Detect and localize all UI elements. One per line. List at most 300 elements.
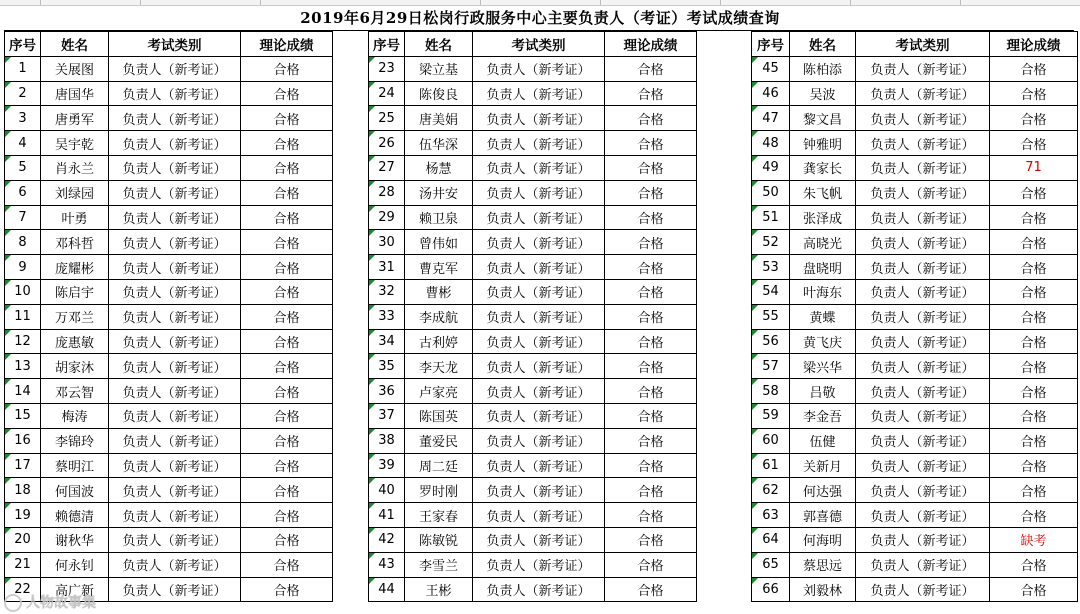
cell-name[interactable]: 唐美娟 bbox=[405, 106, 473, 131]
cell-score[interactable]: 合格 bbox=[605, 304, 697, 329]
cell-seq[interactable] bbox=[369, 453, 405, 478]
cell-name[interactable]: 陈柏添 bbox=[790, 56, 856, 81]
cell-category[interactable]: 负责人（新考证） bbox=[109, 304, 241, 329]
cell-score[interactable]: 合格 bbox=[241, 304, 333, 329]
cell-seq[interactable] bbox=[369, 478, 405, 503]
cell-category[interactable]: 负责人（新考证） bbox=[473, 304, 605, 329]
cell-seq[interactable] bbox=[752, 478, 790, 503]
cell-score[interactable]: 合格 bbox=[241, 527, 333, 552]
cell-seq[interactable] bbox=[5, 552, 41, 577]
cell-score[interactable]: 合格 bbox=[241, 230, 333, 255]
cell-seq[interactable] bbox=[5, 56, 41, 81]
column-guide bbox=[850, 0, 851, 5]
cell-category[interactable]: 负责人（新考证） bbox=[473, 503, 605, 528]
cell-category[interactable]: 负责人（新考证） bbox=[109, 180, 241, 205]
cell-score[interactable]: 合格 bbox=[605, 230, 697, 255]
cell-marker-icon bbox=[5, 578, 11, 584]
cell-category[interactable]: 负责人（新考证） bbox=[856, 403, 990, 428]
table-row bbox=[369, 205, 697, 230]
cell-score[interactable]: 合格 bbox=[241, 503, 333, 528]
cell-seq[interactable] bbox=[369, 329, 405, 354]
cell-score[interactable]: 合格 bbox=[990, 205, 1078, 230]
cell-seq-text: 21 bbox=[14, 557, 31, 573]
cell-name[interactable]: 胡家沐 bbox=[41, 354, 109, 379]
cell-seq[interactable] bbox=[752, 354, 790, 379]
cell-category[interactable]: 负责人（新考证） bbox=[856, 552, 990, 577]
cell-name[interactable]: 何国波 bbox=[41, 478, 109, 503]
cell-score[interactable]: 合格 bbox=[990, 131, 1078, 156]
cell-name[interactable]: 庞耀彬 bbox=[41, 255, 109, 280]
cell-seq[interactable] bbox=[369, 428, 405, 453]
cell-name[interactable]: 吕敬 bbox=[790, 379, 856, 404]
table-row bbox=[752, 56, 1078, 81]
cell-score[interactable]: 合格 bbox=[241, 81, 333, 106]
cell-name[interactable]: 何达强 bbox=[790, 478, 856, 503]
table-row bbox=[5, 279, 333, 304]
cell-score[interactable]: 合格 bbox=[605, 354, 697, 379]
cell-name[interactable]: 刘绿园 bbox=[41, 180, 109, 205]
cell-name[interactable]: 吴宇乾 bbox=[41, 131, 109, 156]
cell-name[interactable]: 李成航 bbox=[405, 304, 473, 329]
cell-seq-text: 33 bbox=[378, 309, 395, 325]
cell-score[interactable]: 合格 bbox=[605, 503, 697, 528]
cell-marker-icon bbox=[752, 553, 758, 559]
cell-category[interactable]: 负责人（新考证） bbox=[473, 478, 605, 503]
table-header-row bbox=[5, 32, 333, 57]
cell-category[interactable]: 负责人（新考证） bbox=[473, 180, 605, 205]
cell-name[interactable]: 伍华深 bbox=[405, 131, 473, 156]
cell-score[interactable]: 合格 bbox=[990, 379, 1078, 404]
cell-score[interactable]: 合格 bbox=[605, 279, 697, 304]
cell-score[interactable]: 合格 bbox=[990, 329, 1078, 354]
cell-score[interactable]: 合格 bbox=[605, 81, 697, 106]
cell-seq[interactable] bbox=[5, 255, 41, 280]
cell-category[interactable]: 负责人（新考证） bbox=[109, 81, 241, 106]
cell-score[interactable]: 合格 bbox=[605, 180, 697, 205]
cell-score[interactable]: 合格 bbox=[990, 255, 1078, 280]
cell-name[interactable]: 朱飞帆 bbox=[790, 180, 856, 205]
cell-seq[interactable] bbox=[5, 354, 41, 379]
cell-score[interactable]: 合格 bbox=[605, 329, 697, 354]
cell-seq[interactable] bbox=[369, 354, 405, 379]
cell-name[interactable]: 梁立基 bbox=[405, 56, 473, 81]
cell-category[interactable]: 负责人（新考证） bbox=[109, 106, 241, 131]
cell-name[interactable]: 高广新 bbox=[41, 577, 109, 602]
cell-category[interactable]: 负责人（新考证） bbox=[109, 131, 241, 156]
table-row bbox=[752, 106, 1078, 131]
cell-score[interactable]: 合格 bbox=[241, 354, 333, 379]
cell-score[interactable]: 合格 bbox=[605, 577, 697, 602]
cell-name[interactable]: 邓科哲 bbox=[41, 230, 109, 255]
cell-name[interactable]: 陈启宇 bbox=[41, 279, 109, 304]
cell-score[interactable]: 合格 bbox=[241, 379, 333, 404]
cell-seq[interactable] bbox=[752, 255, 790, 280]
cell-score[interactable]: 合格 bbox=[605, 56, 697, 81]
cell-score[interactable]: 合格 bbox=[241, 131, 333, 156]
cell-name[interactable]: 蔡明江 bbox=[41, 453, 109, 478]
cell-name[interactable]: 黄蝶 bbox=[790, 304, 856, 329]
table-row bbox=[369, 428, 697, 453]
cell-name[interactable]: 唐勇军 bbox=[41, 106, 109, 131]
cell-seq[interactable] bbox=[752, 527, 790, 552]
cell-name[interactable]: 叶勇 bbox=[41, 205, 109, 230]
cell-seq[interactable] bbox=[5, 230, 41, 255]
cell-name[interactable]: 赖德清 bbox=[41, 503, 109, 528]
cell-score[interactable]: 合格 bbox=[990, 354, 1078, 379]
cell-score[interactable]: 合格 bbox=[605, 478, 697, 503]
cell-seq[interactable] bbox=[369, 304, 405, 329]
cell-score[interactable]: 合格 bbox=[990, 478, 1078, 503]
cell-name[interactable]: 曹克军 bbox=[405, 255, 473, 280]
cell-name[interactable]: 赖卫泉 bbox=[405, 205, 473, 230]
cell-category[interactable]: 负责人（新考证） bbox=[856, 131, 990, 156]
cell-category[interactable]: 负责人（新考证） bbox=[109, 478, 241, 503]
cell-name[interactable]: 李雪兰 bbox=[405, 552, 473, 577]
cell-category[interactable]: 负责人（新考证） bbox=[856, 577, 990, 602]
cell-category[interactable]: 负责人（新考证） bbox=[473, 255, 605, 280]
table-row bbox=[752, 577, 1078, 602]
cell-score[interactable]: 合格 bbox=[241, 279, 333, 304]
cell-score[interactable]: 合格 bbox=[241, 56, 333, 81]
cell-score[interactable]: 合格 bbox=[605, 106, 697, 131]
cell-category[interactable]: 负责人（新考证） bbox=[856, 503, 990, 528]
cell-seq[interactable] bbox=[369, 106, 405, 131]
cell-name[interactable]: 万邓兰 bbox=[41, 304, 109, 329]
cell-score[interactable]: 合格 bbox=[605, 552, 697, 577]
cell-score[interactable]: 合格 bbox=[605, 379, 697, 404]
cell-seq[interactable] bbox=[369, 379, 405, 404]
cell-marker-icon bbox=[5, 454, 11, 460]
cell-seq[interactable] bbox=[752, 453, 790, 478]
cell-category[interactable]: 负责人（新考证） bbox=[856, 106, 990, 131]
cell-name[interactable]: 伍健 bbox=[790, 428, 856, 453]
cell-score[interactable]: 合格 bbox=[241, 155, 333, 180]
cell-category[interactable]: 负责人（新考证） bbox=[109, 577, 241, 602]
cell-category[interactable]: 负责人（新考证） bbox=[856, 56, 990, 81]
cell-name[interactable]: 郭喜德 bbox=[790, 503, 856, 528]
cell-name[interactable]: 董爱民 bbox=[405, 428, 473, 453]
cell-score[interactable]: 合格 bbox=[605, 403, 697, 428]
table-row bbox=[5, 205, 333, 230]
cell-seq[interactable] bbox=[369, 81, 405, 106]
cell-score[interactable]: 合格 bbox=[241, 106, 333, 131]
cell-category[interactable]: 负责人（新考证） bbox=[856, 230, 990, 255]
cell-marker-icon bbox=[369, 379, 375, 385]
cell-name[interactable]: 梁兴华 bbox=[790, 354, 856, 379]
cell-name[interactable]: 刘毅林 bbox=[790, 577, 856, 602]
cell-score[interactable]: 合格 bbox=[605, 255, 697, 280]
cell-seq[interactable] bbox=[752, 329, 790, 354]
cell-category[interactable]: 负责人（新考证） bbox=[109, 552, 241, 577]
cell-seq[interactable] bbox=[752, 379, 790, 404]
cell-category[interactable]: 负责人（新考证） bbox=[109, 354, 241, 379]
cell-marker-icon bbox=[5, 478, 11, 484]
cell-seq[interactable] bbox=[5, 478, 41, 503]
cell-seq[interactable] bbox=[5, 279, 41, 304]
cell-category[interactable]: 负责人（新考证） bbox=[109, 503, 241, 528]
cell-score[interactable]: 合格 bbox=[241, 428, 333, 453]
cell-category[interactable]: 负责人（新考证） bbox=[473, 577, 605, 602]
cell-name[interactable]: 陈敏锐 bbox=[405, 527, 473, 552]
cell-category[interactable]: 负责人（新考证） bbox=[473, 329, 605, 354]
cell-category[interactable]: 负责人（新考证） bbox=[473, 205, 605, 230]
cell-seq[interactable] bbox=[752, 230, 790, 255]
cell-name[interactable]: 汤井安 bbox=[405, 180, 473, 205]
cell-seq[interactable] bbox=[369, 56, 405, 81]
cell-score[interactable]: 合格 bbox=[605, 131, 697, 156]
cell-name[interactable]: 杨慧 bbox=[405, 155, 473, 180]
cell-category[interactable]: 负责人（新考证） bbox=[473, 403, 605, 428]
cell-score[interactable]: 合格 bbox=[241, 577, 333, 602]
cell-name[interactable]: 邓云智 bbox=[41, 379, 109, 404]
cell-marker-icon bbox=[752, 156, 758, 162]
cell-seq[interactable] bbox=[369, 131, 405, 156]
cell-seq[interactable] bbox=[752, 205, 790, 230]
cell-score[interactable]: 合格 bbox=[990, 428, 1078, 453]
cell-score[interactable]: 合格 bbox=[990, 81, 1078, 106]
cell-category[interactable]: 负责人（新考证） bbox=[856, 379, 990, 404]
table-row bbox=[752, 304, 1078, 329]
column-guide bbox=[720, 0, 721, 5]
cell-category[interactable]: 负责人（新考证） bbox=[109, 230, 241, 255]
cell-category[interactable]: 负责人（新考证） bbox=[856, 81, 990, 106]
table-row bbox=[369, 453, 697, 478]
cell-seq[interactable] bbox=[369, 255, 405, 280]
cell-name[interactable]: 李天龙 bbox=[405, 354, 473, 379]
cell-seq[interactable] bbox=[5, 106, 41, 131]
cell-seq[interactable] bbox=[752, 577, 790, 602]
cell-category[interactable]: 负责人（新考证） bbox=[856, 354, 990, 379]
cell-score[interactable]: 合格 bbox=[241, 180, 333, 205]
cell-name[interactable]: 李锦玲 bbox=[41, 428, 109, 453]
cell-score[interactable]: 合格 bbox=[990, 106, 1078, 131]
cell-score[interactable]: 合格 bbox=[605, 453, 697, 478]
cell-seq-text: 50 bbox=[762, 185, 779, 201]
cell-category[interactable]: 负责人（新考证） bbox=[856, 527, 990, 552]
cell-seq[interactable] bbox=[5, 403, 41, 428]
cell-category[interactable]: 负责人（新考证） bbox=[473, 453, 605, 478]
cell-score[interactable]: 合格 bbox=[241, 453, 333, 478]
cell-name[interactable]: 庞惠敏 bbox=[41, 329, 109, 354]
cell-seq[interactable] bbox=[369, 230, 405, 255]
cell-seq[interactable] bbox=[752, 106, 790, 131]
cell-seq[interactable] bbox=[752, 81, 790, 106]
cell-category[interactable]: 负责人（新考证） bbox=[473, 106, 605, 131]
cell-name[interactable]: 肖永兰 bbox=[41, 155, 109, 180]
cell-score[interactable]: 合格 bbox=[605, 527, 697, 552]
cell-seq[interactable] bbox=[752, 428, 790, 453]
cell-name[interactable]: 李金吾 bbox=[790, 403, 856, 428]
cell-category[interactable]: 负责人（新考证） bbox=[473, 527, 605, 552]
cell-category[interactable]: 负责人（新考证） bbox=[473, 230, 605, 255]
cell-seq[interactable] bbox=[5, 304, 41, 329]
cell-category[interactable]: 负责人（新考证） bbox=[856, 155, 990, 180]
cell-marker-icon bbox=[369, 131, 375, 137]
cell-score[interactable]: 合格 bbox=[241, 205, 333, 230]
cell-score[interactable]: 合格 bbox=[241, 552, 333, 577]
header-seq: 序号 bbox=[5, 32, 41, 57]
cell-category[interactable]: 负责人（新考证） bbox=[109, 428, 241, 453]
cell-name[interactable]: 周二廷 bbox=[405, 453, 473, 478]
cell-category[interactable]: 负责人（新考证） bbox=[473, 279, 605, 304]
cell-category[interactable]: 负责人（新考证） bbox=[856, 279, 990, 304]
cell-seq[interactable] bbox=[5, 428, 41, 453]
cell-seq[interactable] bbox=[752, 503, 790, 528]
table-row bbox=[369, 81, 697, 106]
cell-category[interactable]: 负责人（新考证） bbox=[473, 56, 605, 81]
cell-category[interactable]: 负责人（新考证） bbox=[109, 56, 241, 81]
cell-category[interactable]: 负责人（新考证） bbox=[109, 205, 241, 230]
cell-seq[interactable] bbox=[369, 577, 405, 602]
cell-marker-icon bbox=[369, 156, 375, 162]
cell-score[interactable]: 合格 bbox=[990, 453, 1078, 478]
cell-category[interactable]: 负责人（新考证） bbox=[109, 403, 241, 428]
cell-seq[interactable] bbox=[752, 131, 790, 156]
cell-seq[interactable] bbox=[752, 552, 790, 577]
cell-category[interactable]: 负责人（新考证） bbox=[109, 155, 241, 180]
cell-category[interactable]: 负责人（新考证） bbox=[109, 379, 241, 404]
cell-score[interactable]: 合格 bbox=[605, 205, 697, 230]
cell-seq[interactable] bbox=[5, 205, 41, 230]
cell-category[interactable]: 负责人（新考证） bbox=[856, 428, 990, 453]
cell-seq-text: 20 bbox=[14, 532, 31, 548]
table-row bbox=[369, 230, 697, 255]
cell-category[interactable]: 负责人（新考证） bbox=[473, 379, 605, 404]
table-row bbox=[369, 255, 697, 280]
cell-seq[interactable] bbox=[752, 403, 790, 428]
cell-name[interactable]: 盘晓明 bbox=[790, 255, 856, 280]
cell-seq[interactable] bbox=[5, 81, 41, 106]
header-name: 姓名 bbox=[405, 32, 473, 57]
cell-seq[interactable] bbox=[5, 527, 41, 552]
cell-category[interactable]: 负责人（新考证） bbox=[856, 304, 990, 329]
cell-seq[interactable] bbox=[369, 180, 405, 205]
cell-name[interactable]: 钟雅明 bbox=[790, 131, 856, 156]
cell-name[interactable]: 张泽成 bbox=[790, 205, 856, 230]
cell-score[interactable]: 合格 bbox=[241, 329, 333, 354]
cell-name[interactable]: 黎文昌 bbox=[790, 106, 856, 131]
table-row bbox=[5, 403, 333, 428]
cell-name[interactable]: 吴波 bbox=[790, 81, 856, 106]
cell-category[interactable]: 负责人（新考证） bbox=[856, 329, 990, 354]
cell-name[interactable]: 何永钊 bbox=[41, 552, 109, 577]
cell-category[interactable]: 负责人（新考证） bbox=[109, 329, 241, 354]
cell-name[interactable]: 高晓光 bbox=[790, 230, 856, 255]
cell-name[interactable]: 王家春 bbox=[405, 503, 473, 528]
cell-seq[interactable] bbox=[369, 527, 405, 552]
cell-seq[interactable] bbox=[5, 329, 41, 354]
cell-category[interactable]: 负责人（新考证） bbox=[856, 180, 990, 205]
cell-name[interactable]: 谢秋华 bbox=[41, 527, 109, 552]
cell-category[interactable]: 负责人（新考证） bbox=[856, 205, 990, 230]
cell-score[interactable]: 71 bbox=[990, 155, 1078, 180]
cell-score[interactable]: 合格 bbox=[990, 180, 1078, 205]
cell-category[interactable]: 负责人（新考证） bbox=[856, 255, 990, 280]
cell-score[interactable]: 合格 bbox=[990, 304, 1078, 329]
cell-seq-text: 51 bbox=[762, 209, 779, 225]
cell-score[interactable]: 合格 bbox=[990, 503, 1078, 528]
cell-seq[interactable] bbox=[369, 403, 405, 428]
cell-seq[interactable] bbox=[5, 131, 41, 156]
cell-seq[interactable] bbox=[5, 379, 41, 404]
cell-name[interactable]: 龚家长 bbox=[790, 155, 856, 180]
cell-category[interactable]: 负责人（新考证） bbox=[473, 131, 605, 156]
cell-name[interactable]: 王彬 bbox=[405, 577, 473, 602]
cell-name[interactable]: 古利婷 bbox=[405, 329, 473, 354]
cell-seq[interactable] bbox=[5, 503, 41, 528]
cell-name[interactable]: 蔡思远 bbox=[790, 552, 856, 577]
cell-name[interactable]: 唐国华 bbox=[41, 81, 109, 106]
cell-score[interactable]: 合格 bbox=[990, 577, 1078, 602]
table-row bbox=[752, 428, 1078, 453]
cell-category[interactable]: 负责人（新考证） bbox=[473, 81, 605, 106]
cell-score[interactable]: 合格 bbox=[241, 255, 333, 280]
cell-score[interactable]: 合格 bbox=[990, 56, 1078, 81]
cell-name[interactable]: 何海明 bbox=[790, 527, 856, 552]
cell-category[interactable]: 负责人（新考证） bbox=[109, 453, 241, 478]
cell-name[interactable]: 卢家亮 bbox=[405, 379, 473, 404]
table-row bbox=[5, 354, 333, 379]
cell-name[interactable]: 叶海东 bbox=[790, 279, 856, 304]
cell-category[interactable]: 负责人（新考证） bbox=[856, 478, 990, 503]
cell-score[interactable]: 合格 bbox=[605, 155, 697, 180]
cell-seq[interactable] bbox=[5, 155, 41, 180]
cell-category[interactable]: 负责人（新考证） bbox=[109, 255, 241, 280]
cell-seq[interactable] bbox=[369, 155, 405, 180]
cell-category[interactable]: 负责人（新考证） bbox=[473, 428, 605, 453]
cell-score[interactable]: 合格 bbox=[241, 478, 333, 503]
cell-name[interactable]: 关新月 bbox=[790, 453, 856, 478]
cell-category[interactable]: 负责人（新考证） bbox=[856, 453, 990, 478]
cell-seq[interactable] bbox=[369, 205, 405, 230]
cell-seq[interactable] bbox=[369, 552, 405, 577]
cell-marker-icon bbox=[752, 106, 758, 112]
cell-seq[interactable] bbox=[752, 56, 790, 81]
cell-category[interactable]: 负责人（新考证） bbox=[109, 527, 241, 552]
cell-name[interactable]: 陈国英 bbox=[405, 403, 473, 428]
cell-seq[interactable] bbox=[5, 180, 41, 205]
cell-category[interactable]: 负责人（新考证） bbox=[473, 354, 605, 379]
table-header-row bbox=[752, 32, 1078, 57]
cell-score[interactable]: 合格 bbox=[990, 552, 1078, 577]
cell-seq[interactable] bbox=[369, 503, 405, 528]
table-row bbox=[369, 527, 697, 552]
cell-category[interactable]: 负责人（新考证） bbox=[473, 552, 605, 577]
cell-seq[interactable] bbox=[752, 304, 790, 329]
cell-seq[interactable] bbox=[5, 453, 41, 478]
cell-seq[interactable] bbox=[752, 180, 790, 205]
cell-name[interactable]: 黄飞庆 bbox=[790, 329, 856, 354]
cell-seq[interactable] bbox=[752, 279, 790, 304]
cell-marker-icon bbox=[752, 528, 758, 534]
cell-seq[interactable] bbox=[752, 155, 790, 180]
cell-seq[interactable] bbox=[369, 279, 405, 304]
cell-score[interactable]: 合格 bbox=[990, 403, 1078, 428]
cell-score[interactable]: 合格 bbox=[990, 230, 1078, 255]
cell-category[interactable]: 负责人（新考证） bbox=[109, 279, 241, 304]
cell-name[interactable]: 陈俊良 bbox=[405, 81, 473, 106]
cell-name[interactable]: 梅涛 bbox=[41, 403, 109, 428]
cell-category[interactable]: 负责人（新考证） bbox=[473, 155, 605, 180]
cell-name[interactable]: 曾伟如 bbox=[405, 230, 473, 255]
cell-score[interactable]: 合格 bbox=[605, 428, 697, 453]
cell-score[interactable]: 合格 bbox=[990, 279, 1078, 304]
cell-name[interactable]: 罗时刚 bbox=[405, 478, 473, 503]
cell-name[interactable]: 曹彬 bbox=[405, 279, 473, 304]
cell-name[interactable]: 关展图 bbox=[41, 56, 109, 81]
cell-score[interactable]: 缺考 bbox=[990, 527, 1078, 552]
cell-score[interactable]: 合格 bbox=[241, 403, 333, 428]
